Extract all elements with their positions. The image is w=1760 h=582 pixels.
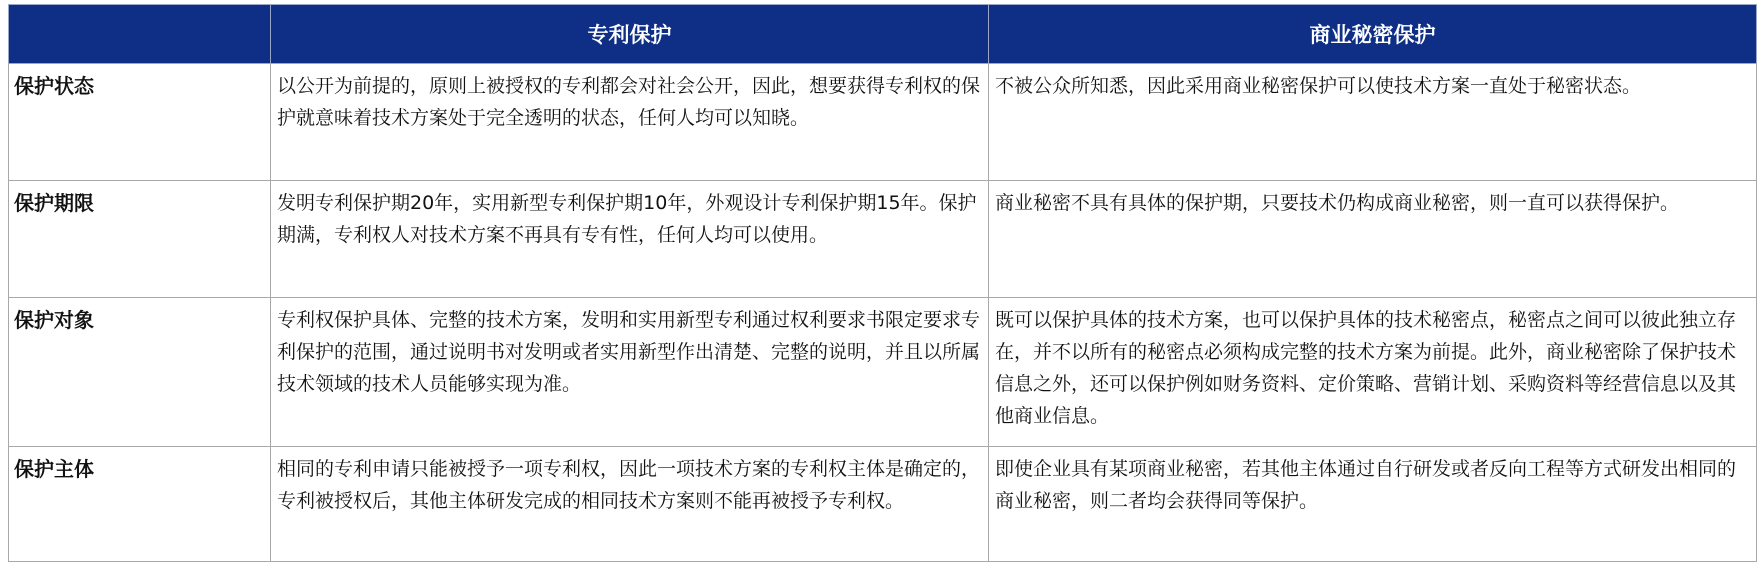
cell-secret-protection-object: 既可以保护具体的技术方案，也可以保护具体的技术秘密点，秘密点之间可以彼此独立存在，并不以所有的秘密点必须构成完整的技术方案为前提。此外，商业秘密除了保护技术信息之外，还可以保护例如财务资料、定价策略、营销计划、采购资料等经营信息以及其他商业信息。: [989, 298, 1757, 447]
table-row: [9, 64, 1757, 181]
comparison-table-container: [8, 4, 1756, 562]
header-corner-cell: [9, 5, 271, 64]
row-label-protection-status: 保护状态: [9, 64, 271, 181]
table-row: [9, 181, 1757, 298]
cell-secret-protection-subject: 即使企业具有某项商业秘密，若其他主体通过自行研发或者反向工程等方式研发出相同的商业秘密，则二者均会获得同等保护。: [989, 447, 1757, 562]
header-trade-secret-protection: 商业秘密保护: [989, 5, 1757, 64]
header-patent-protection: 专利保护: [271, 5, 989, 64]
row-label-protection-object: 保护对象: [9, 298, 271, 447]
row-label-protection-term: 保护期限: [9, 181, 271, 298]
cell-patent-protection-object: 专利权保护具体、完整的技术方案，发明和实用新型专利通过权利要求书限定要求专利保护的范围，通过说明书对发明或者实用新型作出清楚、完整的说明，并且以所属技术领域的技术人员能够实现为准。: [271, 298, 989, 447]
cell-secret-protection-status: 不被公众所知悉，因此采用商业秘密保护可以使技术方案一直处于秘密状态。: [989, 64, 1757, 181]
cell-secret-protection-term: 商业秘密不具有具体的保护期，只要技术仍构成商业秘密，则一直可以获得保护。: [989, 181, 1757, 298]
cell-patent-protection-subject: 相同的专利申请只能被授予一项专利权，因此一项技术方案的专利权主体是确定的，专利被授权后，其他主体研发完成的相同技术方案则不能再被授予专利权。: [271, 447, 989, 562]
table-row: [9, 298, 1757, 447]
table-header: [9, 5, 1757, 64]
table-row: [9, 447, 1757, 562]
header-row: [9, 5, 1757, 64]
row-label-protection-subject: 保护主体: [9, 447, 271, 562]
cell-patent-protection-status: 以公开为前提的，原则上被授权的专利都会对社会公开，因此，想要获得专利权的保护就意味着技术方案处于完全透明的状态，任何人均可以知晓。: [271, 64, 989, 181]
cell-patent-protection-term: 发明专利保护期20年，实用新型专利保护期10年，外观设计专利保护期15年。保护期满，专利权人对技术方案不再具有专有性，任何人均可以使用。: [271, 181, 989, 298]
table-body: [9, 64, 1757, 562]
comparison-table: [8, 4, 1757, 562]
